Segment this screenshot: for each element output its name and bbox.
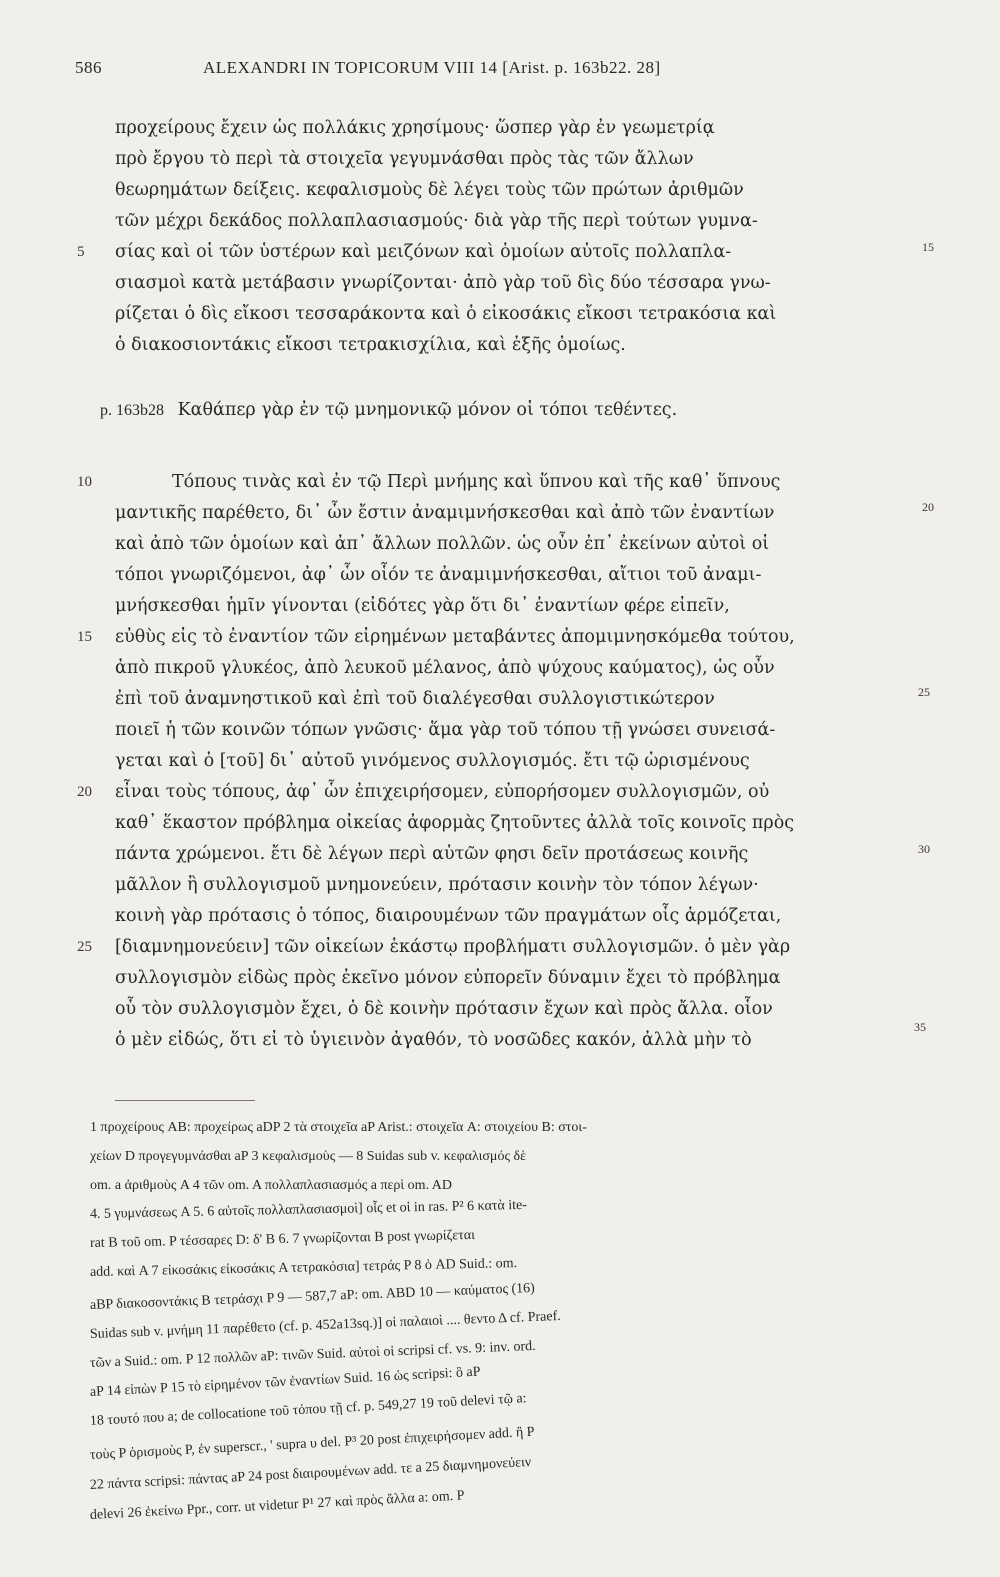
apparatus-line: 18 τουτό που a; de collocatione τοῦ τόπου τῇ cf. p. 549,27 19 τοῦ delevi τῷ a: [89, 1391, 527, 1429]
margin-number: 20 [922, 500, 934, 514]
apparatus-line: aP 14 εἰπὼν P 15 τὸ εἰρημένον τῶν ἐναντίων Suid. 16 ὡς scripsi: ὃ aP [89, 1364, 481, 1400]
text-line: τόποι γνωριζόμενοι, ἀφ᾽ ὧν οἷόν τε ἀναμιμνήσκεσθαι, αἴτιοι τοῦ ἀναμι- [115, 565, 762, 585]
lemma-text: Καθάπερ γὰρ ἐν τῷ μνημονικῷ μόνον οἱ τόποι τεθέντες. [177, 400, 678, 420]
text-line: οὗ τὸν συλλογισμὸν ἔχει, ὁ δὲ κοινὴν πρότασιν ἔχων καὶ πρὸς ἄλλα. οἷον [115, 999, 773, 1019]
margin-number: 15 [922, 240, 934, 254]
text-line: κοινὴ γὰρ πρότασις ὁ τόπος, διαιρουμένων τῶν πραγμάτων οἷς ἁρμόζεται, [115, 906, 782, 926]
text-line: πρὸ ἔργου τὸ περὶ τὰ στοιχεῖα γεγυμνάσθαι πρὸς τὰς τῶν ἄλλων [115, 149, 694, 169]
text-line: προχείρους ἔχειν ὡς πολλάκις χρησίμους· ὥσπερ γὰρ ἐν γεωμετρίᾳ [115, 118, 715, 138]
lemma [100, 400, 677, 420]
text-line: ποιεῖ ἡ τῶν κοινῶν τόπων γνῶσις· ἅμα γὰρ τοῦ τόπου τῇ γνώσει συνεισά- [115, 720, 776, 740]
text-line: [διαμνημονεύειν] τῶν οἰκείων ἑκάστῳ προβλήματι συλλογισμῶν. ὁ μὲν γὰρ [115, 937, 791, 957]
apparatus-line: add. καὶ A 7 εἰκοσάκις εἰκοσάκις A τετρακόσια] τετράς P 8 ὁ AD Suid.: om. [89, 1256, 518, 1280]
footnote-rule [115, 1100, 255, 1101]
text-line: σίας καὶ οἱ τῶν ὑστέρων καὶ μειζόνων καὶ ὁμοίων αὐτοῖς πολλαπλα- [115, 242, 732, 262]
text-line: γεται καὶ ὁ [τοῦ] δι᾽ αὐτοῦ γινόμενος συλλογισμός. ἔτι τῷ ὡρισμένους [115, 751, 750, 771]
margin-number: 25 [918, 685, 930, 699]
line-number: 10 [77, 474, 92, 490]
text-line: ἐπὶ τοῦ ἀναμνηστικοῦ καὶ ἐπὶ τοῦ διαλέγεσθαι συλλογιστικώτερον [115, 689, 715, 709]
apparatus-line: Suidas sub v. μνήμη 11 παρέθετο (cf. p. 452a13sq.)] οἱ παλαιοὶ .... θεντο Δ cf. Praef. [89, 1308, 562, 1342]
text-line: εὐθὺς εἰς τὸ ἐναντίον τῶν εἰρημένων μεταβάντες ἀπομιμνησκόμεθα τούτου, [115, 627, 795, 647]
text-line: ὁ διακοσιοντάκις εἴκοσι τετρακισχίλια, καὶ ἑξῆς ὁμοίως. [115, 335, 626, 355]
text-line: συλλογισμὸν εἰδὼς πρὸς ἐκεῖνο μόνον εὐπορεῖν δύναμιν ἔχει τὸ πρόβλημα [115, 968, 781, 988]
text-line: θεωρημάτων δείξεις. κεφαλισμοὺς δὲ λέγει τοὺς τῶν πρώτων ἀριθμῶν [115, 180, 744, 200]
apparatus-line: rat B τοῦ om. P τέσσαρες D: δ' B 6. 7 γνωρίζονται B post γνωρίζεται [89, 1227, 476, 1251]
margin-number: 35 [914, 1020, 926, 1034]
margin-number: 30 [918, 842, 930, 856]
apparatus-line: 4. 5 γυμνάσεως A 5. 6 αὐτοῖς πολλαπλασιασμοὶ] οἷς et οἱ in ras. P² 6 κατὰ ite- [89, 1197, 528, 1222]
apparatus-line: 1 προχείρους AB: προχείρως aDP 2 τὰ στοιχεῖα aP Arist.: στοιχεῖα A: στοιχείου B: στοι- [90, 1120, 587, 1135]
text-line: ὁ μὲν εἰδώς, ὅτι εἰ τὸ ὑγιεινὸν ἀγαθόν, τὸ νοσῶδες κακόν, ἀλλὰ μὴν τὸ [115, 1030, 752, 1050]
apparatus-line: delevi 26 ἐκείνω Ppr., corr. ut videtur P¹ 27 καὶ πρὸς ἄλλα a: om. P [89, 1488, 465, 1523]
lemma-reference: p. 163b28 [100, 402, 164, 419]
text-line: μαντικῆς παρέθετο, δι᾽ ὧν ἔστιν ἀναμιμνήσκεσθαι καὶ ἀπὸ τῶν ἐναντίων [115, 503, 775, 523]
text-line: ρίζεται ὁ δὶς εἴκοσι τεσσαράκοντα καὶ ὁ εἰκοσάκις εἴκοσι τετρακόσια καὶ [115, 304, 777, 324]
running-title: ALEXANDRI IN TOPICORUM VIII 14 [Arist. p. 163b22. 28] [203, 58, 661, 77]
apparatus-line: τοὺς P ὁρισμοὺς P, ἐν superscr., ' supra υ del. P³ 20 post ἐπιχειρήσομεν add. ἢ P [89, 1424, 535, 1463]
text-line: ἀπὸ πικροῦ γλυκέος, ἀπὸ λευκοῦ μέλανος, ἀπὸ ψύχους καύματος), ὡς οὖν [115, 658, 775, 678]
apparatus-line: τῶν a Suid.: om. P 12 πολλῶν aP: τινῶν Suid. αὐτοὶ οἱ scripsi cf. vs. 9: inv. ord. [89, 1338, 536, 1371]
apparatus-line: om. a ἀριθμοὺς A 4 τῶν om. A πολλαπλασιασμός a περὶ om. AD [90, 1178, 453, 1193]
line-number: 25 [77, 939, 92, 955]
line-number: 15 [77, 629, 92, 645]
text-line: καὶ ἀπὸ τῶν ὁμοίων καὶ ἀπ᾽ ἄλλων πολλῶν. ὡς οὖν ἐπ᾽ ἐκείνων αὐτοὶ οἱ [115, 534, 770, 554]
text-line: μᾶλλον ἢ συλλογισμοῦ μνημονεύειν, πρότασιν κοινὴν τὸν τόπον λέγων· [115, 875, 759, 895]
line-number: 20 [77, 784, 92, 800]
page-number: 586 [75, 58, 102, 77]
text-line: τῶν μέχρι δεκάδος πολλαπλασιασμούς· διὰ γὰρ τῆς περὶ τούτων γυμνα- [115, 211, 758, 231]
text-line: καθ᾽ ἕκαστον πρόβλημα οἰκείας ἀφορμὰς ζητοῦντες ἀλλὰ τοῖς κοινοῖς πρὸς [115, 813, 795, 833]
apparatus-line: aBP διακοσοντάκις B τετράσχι P 9 — 587,7 aP: om. ABD 10 — καύματος (16) [89, 1280, 536, 1313]
line-number: 5 [77, 244, 85, 260]
text-line: Τόπους τινὰς καὶ ἐν τῷ Περὶ μνήμης καὶ ὕπνου καὶ τῆς καθ᾽ ὕπνους [172, 472, 781, 492]
apparatus-line: 22 πάντα scripsi: πάντας aP 24 post διαιρουμένων add. τε a 25 διαμνημονεύειν [89, 1454, 532, 1493]
text-line: σιασμοὶ κατὰ μετάβασιν γνωρίζονται· ἀπὸ γὰρ τοῦ δὶς δύο τέσσαρα γνω- [115, 273, 771, 293]
text-line: μνήσκεσθαι ἡμῖν γίνονται (εἰδότες γὰρ ὅτι δι᾽ ἐναντίων φέρε εἰπεῖν, [115, 596, 730, 616]
apparatus-line: χείων D προγεγυμνάσθαι aP 3 κεφαλισμοὺς — 8 Suidas sub v. κεφαλισμός δὲ [90, 1149, 526, 1164]
text-line: πάντα χρώμενοι. ἔτι δὲ λέγων περὶ αὐτῶν φησι δεῖν προτάσεως κοινῆς [115, 844, 749, 864]
text-line: εἶναι τοὺς τόπους, ἀφ᾽ ὧν ἐπιχειρήσομεν, εὐπορήσομεν συλλογισμῶν, οὐ [115, 782, 770, 802]
